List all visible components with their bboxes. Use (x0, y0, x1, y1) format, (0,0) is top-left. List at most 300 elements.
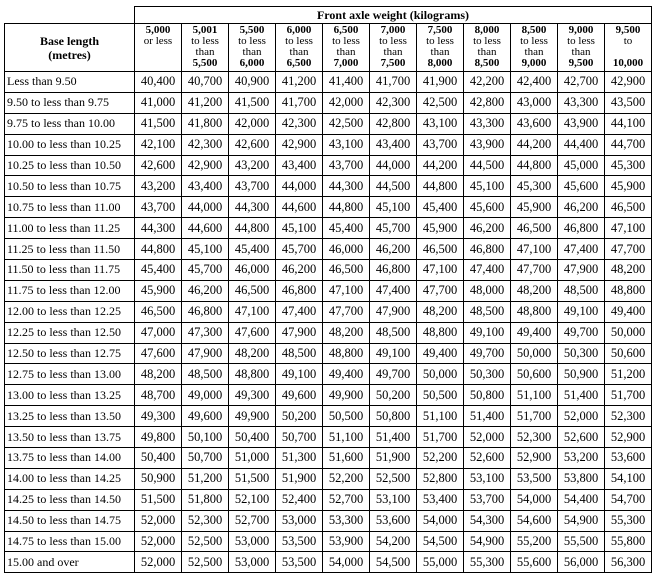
weight-value-cell: 54,500 (417, 531, 464, 552)
column-header-line: to (623, 35, 633, 47)
weight-value-cell: 51,300 (276, 448, 323, 469)
weight-value-cell: 49,900 (323, 385, 370, 406)
weight-column-header (323, 24, 370, 72)
weight-value-cell: 48,500 (464, 301, 511, 322)
table-row (5, 489, 652, 510)
weight-value-cell: 51,800 (182, 489, 229, 510)
weight-value-cell: 48,500 (182, 364, 229, 385)
weight-value-cell: 44,800 (511, 155, 558, 176)
weight-value-cell: 44,800 (417, 176, 464, 197)
weight-value-cell: 47,400 (464, 260, 511, 281)
weight-value-cell: 43,000 (511, 92, 558, 113)
weight-value-cell: 43,600 (511, 113, 558, 134)
weight-value-cell: 48,200 (511, 280, 558, 301)
weight-value-cell: 51,100 (417, 406, 464, 427)
weight-value-cell: 54,000 (417, 510, 464, 531)
weight-value-cell: 52,200 (323, 468, 370, 489)
weight-value-cell: 50,800 (464, 385, 511, 406)
weight-value-cell: 50,200 (276, 406, 323, 427)
column-header-line: 5,001 (192, 24, 218, 36)
weight-value-cell: 42,900 (605, 72, 652, 93)
weight-value-cell: 41,800 (182, 113, 229, 134)
weight-value-cell: 44,400 (558, 134, 605, 155)
weight-value-cell: 54,900 (558, 510, 605, 531)
table-row (5, 197, 652, 218)
weight-value-cell: 49,700 (370, 364, 417, 385)
weight-column-header (370, 24, 417, 72)
weight-value-cell: 49,100 (276, 364, 323, 385)
weight-value-cell: 55,800 (605, 531, 652, 552)
weight-value-cell: 46,500 (605, 197, 652, 218)
weight-value-cell: 47,400 (558, 239, 605, 260)
weight-value-cell: 53,200 (558, 448, 605, 469)
weight-value-cell: 51,900 (370, 448, 417, 469)
column-header-line: than (195, 46, 215, 58)
column-header-line: to less (426, 35, 454, 47)
base-length-unit: (metres) (48, 47, 91, 62)
table-row (5, 343, 652, 364)
weight-value-cell: 42,300 (370, 92, 417, 113)
weight-value-cell: 43,300 (558, 92, 605, 113)
column-header-line: to less (238, 35, 266, 47)
weight-value-cell: 53,000 (276, 510, 323, 531)
weight-value-cell: 48,200 (605, 260, 652, 281)
weight-value-cell: 53,400 (417, 489, 464, 510)
weight-value-cell: 43,900 (464, 134, 511, 155)
weight-value-cell: 43,700 (135, 197, 182, 218)
weight-column-header (558, 24, 605, 72)
weight-value-cell: 45,600 (558, 176, 605, 197)
weight-value-cell: 44,800 (323, 197, 370, 218)
weight-value-cell: 53,500 (276, 531, 323, 552)
column-header-line: 9,500 (568, 57, 594, 69)
weight-value-cell: 47,000 (135, 322, 182, 343)
weight-value-cell: 50,900 (135, 468, 182, 489)
column-header-line: than (383, 46, 403, 58)
weight-value-cell: 47,600 (229, 322, 276, 343)
weight-value-cell: 43,700 (417, 134, 464, 155)
weight-value-cell: 47,300 (182, 322, 229, 343)
weight-value-cell: 53,600 (605, 448, 652, 469)
base-length-cell: 9.50 to less than 9.75 (5, 92, 135, 113)
weight-value-cell: 50,500 (417, 385, 464, 406)
weight-value-cell: 44,600 (276, 197, 323, 218)
weight-column-header (417, 24, 464, 72)
weight-value-cell: 53,900 (323, 531, 370, 552)
weight-value-cell: 52,200 (417, 448, 464, 469)
table-row (5, 510, 652, 531)
base-length-cell: 13.25 to less than 13.50 (5, 406, 135, 427)
weight-value-cell: 48,200 (417, 301, 464, 322)
weight-value-cell: 54,500 (370, 552, 417, 573)
weight-value-cell: 46,500 (511, 218, 558, 239)
weight-column-header (464, 24, 511, 72)
weight-value-cell: 47,100 (511, 239, 558, 260)
weight-value-cell: 46,500 (229, 280, 276, 301)
weight-value-cell: 51,700 (417, 427, 464, 448)
weight-value-cell: 47,700 (605, 239, 652, 260)
weight-value-cell: 51,500 (135, 489, 182, 510)
column-header-line: 6,000 (239, 57, 265, 69)
column-header-line: to less (285, 35, 313, 47)
weight-value-cell: 48,200 (135, 364, 182, 385)
weight-value-cell: 48,000 (464, 280, 511, 301)
weight-value-cell: 49,100 (370, 343, 417, 364)
column-header-line: 6,500 (333, 24, 359, 36)
weight-value-cell: 52,600 (558, 427, 605, 448)
weight-value-cell: 48,500 (558, 280, 605, 301)
weight-value-cell: 42,700 (558, 72, 605, 93)
weight-value-cell: 41,500 (135, 113, 182, 134)
axle-weight-table (4, 6, 652, 573)
weight-value-cell: 50,700 (182, 448, 229, 469)
column-header-line: or less (143, 35, 173, 47)
column-header-line: to less (332, 35, 360, 47)
column-header-line: than (524, 46, 544, 58)
weight-value-cell: 55,300 (605, 510, 652, 531)
base-length-cell: 12.00 to less than 12.25 (5, 301, 135, 322)
weight-value-cell: 40,400 (135, 72, 182, 93)
weight-value-cell: 42,500 (323, 113, 370, 134)
table-row (5, 218, 652, 239)
weight-value-cell: 53,300 (323, 510, 370, 531)
weight-value-cell: 42,600 (229, 134, 276, 155)
weight-value-cell: 49,900 (229, 406, 276, 427)
column-header-line: than (477, 46, 497, 58)
weight-value-cell: 49,100 (464, 322, 511, 343)
weight-value-cell: 53,500 (276, 552, 323, 573)
base-length-title: Base length (39, 33, 99, 48)
weight-value-cell: 47,600 (135, 343, 182, 364)
weight-value-cell: 54,900 (464, 531, 511, 552)
weight-value-cell: 49,100 (558, 301, 605, 322)
base-length-cell: 11.25 to less than 11.50 (5, 239, 135, 260)
column-header-line: 8,500 (521, 24, 547, 36)
weight-value-cell: 44,300 (135, 218, 182, 239)
weight-value-cell: 40,700 (182, 72, 229, 93)
weight-value-cell: 46,000 (323, 239, 370, 260)
weight-value-cell: 49,400 (417, 343, 464, 364)
weight-value-cell: 52,500 (182, 552, 229, 573)
weight-value-cell: 45,900 (605, 176, 652, 197)
weight-value-cell: 43,400 (276, 155, 323, 176)
base-length-cell: 14.25 to less than 14.50 (5, 489, 135, 510)
weight-value-cell: 54,100 (605, 468, 652, 489)
weight-value-cell: 42,800 (464, 92, 511, 113)
base-length-cell: 14.50 to less than 14.75 (5, 510, 135, 531)
weight-value-cell: 42,000 (323, 92, 370, 113)
base-length-cell: 10.75 to less than 11.00 (5, 197, 135, 218)
column-header-line: 8,000 (427, 57, 453, 69)
column-header-line: 9,500 (615, 24, 641, 36)
weight-value-cell: 51,400 (464, 406, 511, 427)
weight-value-cell: 47,100 (323, 280, 370, 301)
table-row (5, 468, 652, 489)
weight-value-cell: 45,100 (276, 218, 323, 239)
weight-value-cell: 52,500 (370, 468, 417, 489)
weight-value-cell: 50,300 (558, 343, 605, 364)
table-row (5, 531, 652, 552)
weight-value-cell: 47,100 (417, 260, 464, 281)
weight-value-cell: 47,900 (558, 260, 605, 281)
weight-value-cell: 47,700 (323, 301, 370, 322)
weight-value-cell: 48,700 (135, 385, 182, 406)
base-length-cell: 12.75 to less than 13.00 (5, 364, 135, 385)
weight-value-cell: 48,500 (276, 343, 323, 364)
weight-value-cell: 44,300 (229, 197, 276, 218)
weight-value-cell: 46,200 (464, 218, 511, 239)
weight-value-cell: 42,300 (182, 134, 229, 155)
weight-value-cell: 52,300 (511, 427, 558, 448)
column-header-line: than (336, 46, 356, 58)
column-header-line: than (289, 46, 309, 58)
weight-value-cell: 51,100 (323, 427, 370, 448)
table-row (5, 406, 652, 427)
column-header-line: 7,500 (427, 24, 453, 36)
weight-value-cell: 49,700 (558, 322, 605, 343)
weight-value-cell: 54,700 (605, 489, 652, 510)
weight-value-cell: 53,800 (558, 468, 605, 489)
weight-column-header (229, 24, 276, 72)
weight-value-cell: 43,900 (558, 113, 605, 134)
weight-value-cell: 42,400 (511, 72, 558, 93)
weight-value-cell: 49,400 (511, 322, 558, 343)
table-row (5, 552, 652, 573)
weight-value-cell: 42,000 (229, 113, 276, 134)
weight-value-cell: 52,000 (558, 406, 605, 427)
weight-value-cell: 54,600 (511, 510, 558, 531)
weight-value-cell: 48,800 (605, 280, 652, 301)
column-header-line: than (242, 46, 262, 58)
weight-value-cell: 45,100 (182, 239, 229, 260)
column-header-line: 10,000 (612, 57, 644, 69)
column-header-line: to less (473, 35, 501, 47)
weight-value-cell: 42,600 (135, 155, 182, 176)
weight-table-container (4, 6, 652, 573)
column-header-line: 7,000 (333, 57, 359, 69)
table-row (5, 427, 652, 448)
base-length-cell: Less than 9.50 (5, 72, 135, 93)
weight-value-cell: 47,100 (605, 218, 652, 239)
weight-value-cell: 43,300 (464, 113, 511, 134)
weight-value-cell: 46,500 (323, 260, 370, 281)
column-header-line: to less (567, 35, 595, 47)
base-length-cell: 13.00 to less than 13.25 (5, 385, 135, 406)
weight-value-cell: 46,800 (276, 280, 323, 301)
weight-value-cell: 42,500 (417, 92, 464, 113)
weight-value-cell: 41,200 (182, 92, 229, 113)
weight-value-cell: 46,200 (558, 197, 605, 218)
weight-value-cell: 46,800 (370, 260, 417, 281)
base-length-cell: 13.50 to less than 13.75 (5, 427, 135, 448)
weight-value-cell: 49,800 (135, 427, 182, 448)
base-length-heading (5, 24, 135, 72)
column-header-line: 5,000 (145, 24, 171, 36)
table-body (5, 72, 652, 573)
weight-value-cell: 52,000 (135, 552, 182, 573)
weight-value-cell: 50,700 (276, 427, 323, 448)
weight-value-cell: 56,300 (605, 552, 652, 573)
table-row (5, 134, 652, 155)
weight-value-cell: 47,700 (417, 280, 464, 301)
base-length-cell: 9.75 to less than 10.00 (5, 113, 135, 134)
weight-value-cell: 53,100 (370, 489, 417, 510)
weight-value-cell: 41,200 (276, 72, 323, 93)
weight-column-header (276, 24, 323, 72)
weight-value-cell: 51,000 (229, 448, 276, 469)
header-columns-row (5, 24, 652, 72)
weight-value-cell: 45,100 (370, 197, 417, 218)
weight-value-cell: 49,600 (276, 385, 323, 406)
weight-value-cell: 51,700 (605, 385, 652, 406)
base-length-cell: 12.50 to less than 12.75 (5, 343, 135, 364)
table-row (5, 72, 652, 93)
weight-value-cell: 51,600 (323, 448, 370, 469)
column-header-line: 5,500 (192, 57, 218, 69)
weight-value-cell: 43,200 (135, 176, 182, 197)
table-row (5, 155, 652, 176)
weight-value-cell: 53,500 (511, 468, 558, 489)
weight-value-cell: 45,300 (511, 176, 558, 197)
header-title-row (5, 7, 652, 24)
weight-value-cell: 41,700 (370, 72, 417, 93)
weight-value-cell: 45,700 (370, 218, 417, 239)
weight-value-cell: 45,400 (229, 239, 276, 260)
weight-value-cell: 49,300 (135, 406, 182, 427)
weight-value-cell: 45,100 (464, 176, 511, 197)
weight-column-header (605, 24, 652, 72)
base-length-cell: 10.25 to less than 10.50 (5, 155, 135, 176)
weight-value-cell: 46,000 (229, 260, 276, 281)
weight-value-cell: 51,200 (605, 364, 652, 385)
weight-value-cell: 50,300 (464, 364, 511, 385)
weight-value-cell: 46,500 (417, 239, 464, 260)
weight-value-cell: 47,700 (511, 260, 558, 281)
weight-value-cell: 55,500 (558, 531, 605, 552)
weight-value-cell: 54,200 (370, 531, 417, 552)
column-header-line: 8,500 (474, 57, 500, 69)
weight-value-cell: 44,800 (135, 239, 182, 260)
weight-value-cell: 42,900 (182, 155, 229, 176)
table-row (5, 260, 652, 281)
weight-value-cell: 52,700 (229, 510, 276, 531)
column-header-line: 7,000 (380, 24, 406, 36)
base-length-cell: 12.25 to less than 12.50 (5, 322, 135, 343)
weight-value-cell: 51,400 (558, 385, 605, 406)
weight-value-cell: 55,600 (511, 552, 558, 573)
base-length-cell: 15.00 and over (5, 552, 135, 573)
weight-value-cell: 51,700 (511, 406, 558, 427)
weight-value-cell: 50,600 (511, 364, 558, 385)
weight-value-cell: 54,400 (558, 489, 605, 510)
column-header-line: than (430, 46, 450, 58)
weight-value-cell: 48,500 (370, 322, 417, 343)
weight-value-cell: 44,700 (605, 134, 652, 155)
weight-value-cell: 52,300 (182, 510, 229, 531)
weight-value-cell: 46,800 (464, 239, 511, 260)
table-row (5, 92, 652, 113)
weight-value-cell: 44,000 (276, 176, 323, 197)
weight-value-cell: 47,100 (229, 301, 276, 322)
column-header-line: 8,000 (474, 24, 500, 36)
weight-value-cell: 43,700 (229, 176, 276, 197)
weight-value-cell: 45,900 (417, 218, 464, 239)
weight-column-header (511, 24, 558, 72)
weight-value-cell: 48,800 (511, 301, 558, 322)
column-header-line: 7,500 (380, 57, 406, 69)
column-header-line: 6,000 (286, 24, 312, 36)
table-row (5, 280, 652, 301)
weight-value-cell: 53,700 (464, 489, 511, 510)
weight-value-cell: 51,900 (276, 468, 323, 489)
weight-value-cell: 53,100 (464, 468, 511, 489)
column-header-line: to less (379, 35, 407, 47)
column-header-line: 9,000 (568, 24, 594, 36)
weight-value-cell: 48,800 (417, 322, 464, 343)
table-row (5, 322, 652, 343)
weight-value-cell: 45,400 (417, 197, 464, 218)
weight-value-cell: 42,300 (276, 113, 323, 134)
column-header-line: 5,500 (239, 24, 265, 36)
weight-value-cell: 45,600 (464, 197, 511, 218)
front-axle-weight-heading: Front axle weight (kilograms) (135, 7, 652, 24)
weight-value-cell: 46,800 (558, 218, 605, 239)
weight-value-cell: 42,100 (135, 134, 182, 155)
weight-value-cell: 44,000 (182, 197, 229, 218)
weight-value-cell: 44,200 (511, 134, 558, 155)
weight-value-cell: 52,100 (229, 489, 276, 510)
column-header-line: to less (520, 35, 548, 47)
column-header-line: 6,500 (286, 57, 312, 69)
base-length-cell: 11.50 to less than 11.75 (5, 260, 135, 281)
weight-value-cell: 53,000 (229, 552, 276, 573)
weight-value-cell: 41,700 (276, 92, 323, 113)
table-row (5, 113, 652, 134)
weight-value-cell: 50,900 (558, 364, 605, 385)
weight-value-cell: 53,000 (229, 531, 276, 552)
weight-value-cell: 50,400 (229, 427, 276, 448)
weight-value-cell: 49,400 (323, 364, 370, 385)
weight-value-cell: 51,500 (229, 468, 276, 489)
weight-value-cell: 44,800 (229, 218, 276, 239)
weight-value-cell: 52,900 (605, 427, 652, 448)
weight-value-cell: 48,800 (229, 364, 276, 385)
weight-value-cell: 46,800 (182, 301, 229, 322)
weight-value-cell: 45,300 (605, 155, 652, 176)
weight-value-cell: 56,000 (558, 552, 605, 573)
weight-value-cell: 42,800 (370, 113, 417, 134)
weight-value-cell: 49,400 (605, 301, 652, 322)
weight-value-cell: 54,300 (464, 510, 511, 531)
weight-value-cell: 55,000 (417, 552, 464, 573)
column-header-line: to less (191, 35, 219, 47)
column-header-line: than (571, 46, 591, 58)
weight-value-cell: 44,000 (370, 155, 417, 176)
weight-value-cell: 40,900 (229, 72, 276, 93)
table-row (5, 385, 652, 406)
base-length-cell: 11.00 to less than 11.25 (5, 218, 135, 239)
weight-value-cell: 44,500 (464, 155, 511, 176)
base-length-cell: 13.75 to less than 14.00 (5, 448, 135, 469)
weight-value-cell: 51,100 (511, 385, 558, 406)
weight-value-cell: 52,500 (182, 531, 229, 552)
weight-value-cell: 45,400 (323, 218, 370, 239)
table-row (5, 176, 652, 197)
weight-value-cell: 43,400 (182, 176, 229, 197)
weight-value-cell: 41,900 (417, 72, 464, 93)
weight-value-cell: 43,100 (417, 113, 464, 134)
weight-value-cell: 55,200 (511, 531, 558, 552)
